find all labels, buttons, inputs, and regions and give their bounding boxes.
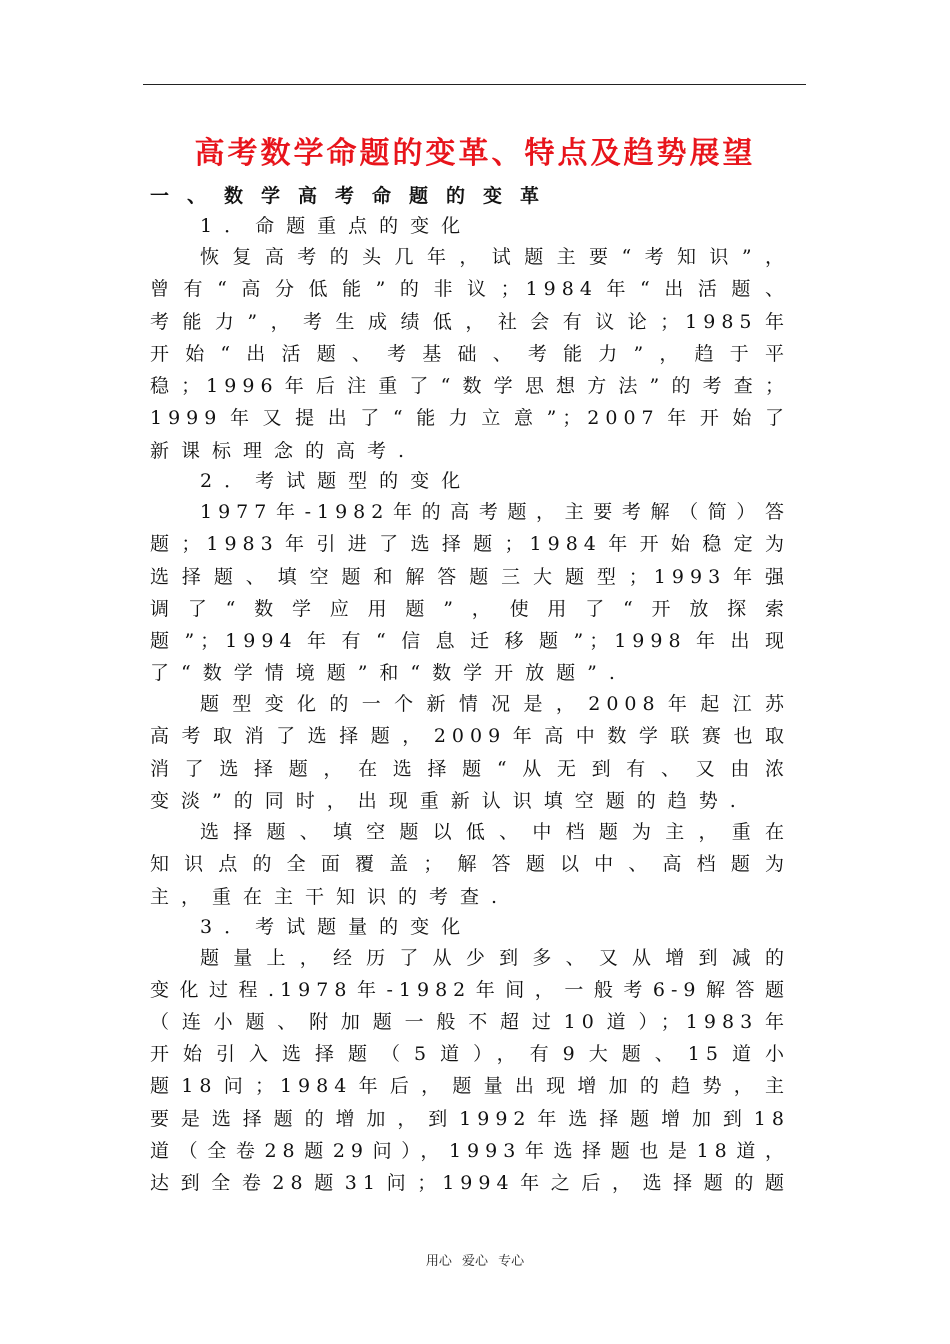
document-title: 高考数学命题的变革、特点及趋势展望 xyxy=(194,136,756,171)
paragraph-line: 了“数学情境题”和“数学开放题”. xyxy=(150,662,627,684)
page-footer: 用心 爱心 专心 xyxy=(425,1254,525,1269)
subheading: 2．考试题型的变化 xyxy=(200,470,473,492)
paragraph-line: 选择题、填空题以低、中档题为主，重在 xyxy=(200,821,790,843)
subheading: 1．命题重点的变化 xyxy=(200,215,473,237)
paragraph-line: 题型变化的一个新情况是，2008年起江苏 xyxy=(200,693,790,715)
paragraph-line: 恢复高考的头几年，试题主要“考知识”， xyxy=(200,246,790,268)
paragraph-line: 消了选择题，在选择题“从无到有、又由浓 xyxy=(150,758,790,780)
paragraph-line: 调了“数学应用题”，使用了“开放探索 xyxy=(150,598,790,620)
paragraph-line: 稳；1996年后注重了“数学思想方法”的考查； xyxy=(150,375,790,397)
section-heading: 一、数学高考命题的变革 xyxy=(150,185,558,207)
paragraph-line: 主，重在主干知识的考查. xyxy=(150,886,510,908)
paragraph-line: 要是选择题的增加，到1992年选择题增加到18 xyxy=(150,1108,790,1130)
paragraph-line: 开始引入选择题（5道），有9大题、15道小 xyxy=(150,1043,790,1065)
paragraph-line: 题量上，经历了从少到多、又从增到减的 xyxy=(200,947,790,969)
paragraph-line: 道（全卷28题29问），1993年选择题也是18道， xyxy=(150,1140,790,1162)
paragraph-line: 选择题、填空题和解答题三大题型；1993年强 xyxy=(150,566,790,588)
paragraph-line: 知识点的全面覆盖；解答题以中、高档题为 xyxy=(150,853,790,875)
subheading: 3．考试题量的变化 xyxy=(200,916,473,938)
paragraph-line: 变化过程.1978年-1982年间，一般考6-9解答题 xyxy=(150,979,790,1001)
paragraph-line: 1999年又提出了“能力立意”；2007年开始了 xyxy=(150,407,790,429)
paragraph-line: 1977年-1982年的高考题，主要考解（简）答 xyxy=(200,501,790,523)
paragraph-line: 变淡”的同时，出现重新认识填空题的趋势. xyxy=(150,790,748,812)
paragraph-line: 开始“出活题、考基础、考能力”，趋于平 xyxy=(150,343,790,365)
paragraph-line: 达到全卷28题31问；1994年之后，选择题的题 xyxy=(150,1172,790,1194)
header-rule xyxy=(143,84,806,85)
paragraph-line: 高考取消了选择题，2009年高中数学联赛也取 xyxy=(150,725,790,747)
paragraph-line: 题；1983年引进了选择题；1984年开始稳定为 xyxy=(150,533,790,555)
paragraph-line: 题18问；1984年后，题量出现增加的趋势，主 xyxy=(150,1075,790,1097)
paragraph-line: 曾有“高分低能”的非议；1984年“出活题、 xyxy=(150,278,790,300)
paragraph-line: 新课标理念的高考. xyxy=(150,440,417,462)
paragraph-line: 题”；1994年有“信息迁移题”；1998年出现 xyxy=(150,630,790,652)
paragraph-line: （连小题、附加题一般不超过10道）；1983年 xyxy=(150,1011,790,1033)
paragraph-line: 考能力”，考生成绩低，社会有议论；1985年 xyxy=(150,311,790,333)
